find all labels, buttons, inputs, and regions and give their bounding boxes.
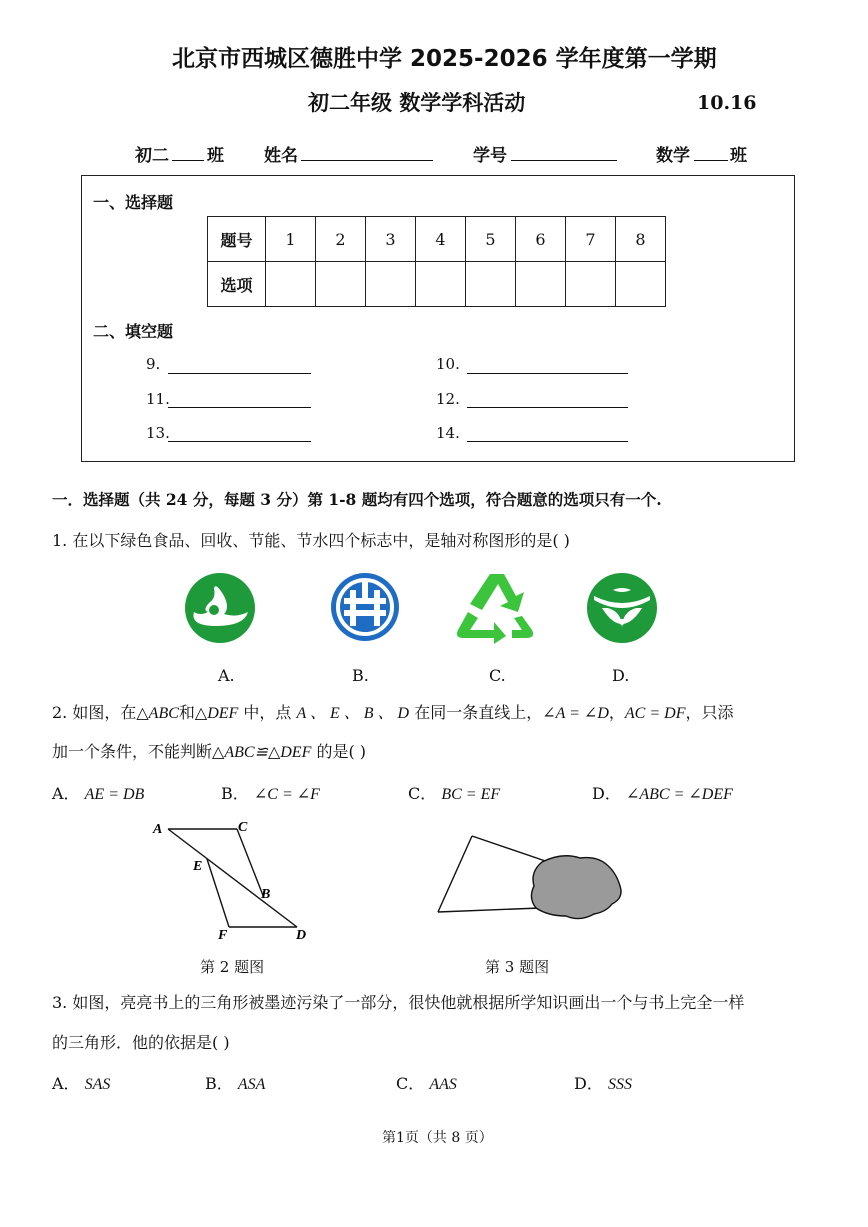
fill-answer-field[interactable] xyxy=(168,407,311,408)
answer-cell[interactable] xyxy=(416,262,466,307)
segment-ad xyxy=(168,829,297,927)
fill-section-title: 二、填空题 xyxy=(93,322,174,341)
option-header: 选项 xyxy=(208,262,266,307)
q1-option-d[interactable]: D. xyxy=(612,666,630,685)
triangle-side-left xyxy=(438,836,472,912)
class-suffix-label: 班 xyxy=(207,146,224,166)
q2-text: 和△ xyxy=(178,703,208,722)
page-subtitle: 初二年级 数学学科活动 xyxy=(308,91,526,115)
q3-figure xyxy=(430,830,630,926)
question-number: 1 xyxy=(266,217,316,262)
q2-condition-angle: ∠A = ∠D xyxy=(542,705,609,722)
fill-answer-field[interactable] xyxy=(168,441,311,442)
triangle-side-bottom xyxy=(438,908,540,912)
q2-points: A 、 E 、 B 、 D xyxy=(296,705,410,722)
q2-option-a[interactable]: A． AE = DB xyxy=(52,784,145,803)
q2-text: 2. 如图，在△ xyxy=(52,703,149,722)
answer-cell[interactable] xyxy=(366,262,416,307)
point-label-d: D xyxy=(296,928,307,943)
choice-section-title: 一、选择题 xyxy=(93,193,174,212)
fill-answer-field[interactable] xyxy=(467,441,628,442)
question-number: 6 xyxy=(516,217,566,262)
q2-option-d[interactable]: D． ∠ABC = ∠DEF xyxy=(592,784,733,803)
math-class-field[interactable] xyxy=(694,160,728,161)
fill-item-label: 9. xyxy=(146,355,161,373)
fill-item-label: 12. xyxy=(436,390,460,408)
fill-item-label: 14. xyxy=(436,424,460,442)
fill-answer-field[interactable] xyxy=(467,373,628,374)
q3-stem-line1: 3. 如图，亮亮书上的三角形被墨迹污染了一部分，很快他就根据所学知识画出一个与书上完全一样 xyxy=(52,993,745,1012)
name-label: 姓名 xyxy=(264,146,298,166)
q2-text: ， xyxy=(608,703,625,722)
energy-saving-logo-icon xyxy=(331,573,399,641)
q2-figure-caption: 第 2 题图 xyxy=(200,958,265,976)
q2-congruence: ABC≌△DEF xyxy=(224,744,312,761)
fill-item-label: 10. xyxy=(436,355,460,373)
question-number: 3 xyxy=(366,217,416,262)
q2-text: 的是( ) xyxy=(316,742,367,761)
q2-option-c[interactable]: C． BC = EF xyxy=(408,784,501,803)
answer-cell[interactable] xyxy=(466,262,516,307)
answer-cell[interactable] xyxy=(616,262,666,307)
fill-item-label: 11. xyxy=(146,390,170,408)
q1-option-b[interactable]: B. xyxy=(352,666,369,685)
water-drop-logo-icon xyxy=(185,573,255,643)
section1-heading: 一．选择题（共 24 分，每题 3 分）第 1-8 题均有四个选项，符合题意的选项只有一个. xyxy=(52,490,662,509)
page-footer: 第1页（共 8 页） xyxy=(382,1130,493,1146)
point-label-b: B xyxy=(261,887,271,902)
student-id-label: 学号 xyxy=(473,146,507,166)
point-label-a: A xyxy=(153,822,163,837)
class-prefix-label: 初二 xyxy=(135,146,169,166)
ink-stain xyxy=(531,856,621,919)
q1-option-c[interactable]: C. xyxy=(489,666,506,685)
q3-option-b[interactable]: B． ASA xyxy=(205,1074,266,1093)
page-title: 北京市西城区德胜中学 2025-2026 学年度第一学期 xyxy=(172,46,717,72)
q3-option-a[interactable]: A． SAS xyxy=(52,1074,111,1093)
answer-cell[interactable] xyxy=(316,262,366,307)
name-field[interactable] xyxy=(301,160,433,161)
green-food-logo-icon xyxy=(587,573,657,643)
q2-condition-side: AC = DF xyxy=(624,705,686,722)
point-label-c: C xyxy=(238,820,248,835)
question-number: 2 xyxy=(316,217,366,262)
segment-cb xyxy=(237,829,264,898)
q1-option-a[interactable]: A. xyxy=(218,666,235,685)
answer-cell[interactable] xyxy=(266,262,316,307)
answer-grid-row-options xyxy=(208,262,666,307)
q2-text: ，只添 xyxy=(685,703,734,722)
fill-item-label: 13. xyxy=(146,424,170,442)
question-number: 4 xyxy=(416,217,466,262)
math-class-label: 数学 xyxy=(656,146,690,166)
q2-text: 中，点 xyxy=(243,703,292,722)
fill-answer-field[interactable] xyxy=(168,373,311,374)
point-label-f: F xyxy=(218,928,228,943)
point-label-e: E xyxy=(193,859,203,874)
question-number-header: 题号 xyxy=(208,217,266,262)
segment-ef xyxy=(207,859,229,927)
q2-stem-line1 xyxy=(52,700,733,723)
answer-cell[interactable] xyxy=(516,262,566,307)
q2-figure xyxy=(140,818,320,946)
student-id-field[interactable] xyxy=(511,160,617,161)
q2-stem-line2 xyxy=(52,739,366,762)
q3-figure-caption: 第 3 题图 xyxy=(485,958,550,976)
q1-stem: 1. 在以下绿色食品、回收、节能、节水四个标志中，是轴对称图形的是( ) xyxy=(52,531,570,550)
answer-grid-row-numbers xyxy=(208,217,666,262)
question-number: 7 xyxy=(566,217,616,262)
question-number: 5 xyxy=(466,217,516,262)
exam-date: 10.16 xyxy=(697,92,757,114)
q2-text: 在同一条直线上， xyxy=(414,703,543,722)
q2-text: 加一个条件，不能判断△ xyxy=(52,742,225,761)
q3-option-d[interactable]: D． SSS xyxy=(574,1074,632,1093)
recycle-logo-icon xyxy=(457,574,533,644)
class-field[interactable] xyxy=(172,160,204,161)
q2-option-b[interactable]: B． ∠C = ∠F xyxy=(221,784,320,803)
q2-triangle-abc: ABC xyxy=(148,705,179,722)
q3-stem-line2: 的三角形．他的依据是( ) xyxy=(52,1033,230,1052)
q2-triangle-def: DEF xyxy=(207,705,239,722)
math-class-suffix: 班 xyxy=(730,146,747,166)
answer-cell[interactable] xyxy=(566,262,616,307)
q1-logos xyxy=(170,568,680,648)
answer-grid xyxy=(207,216,666,307)
fill-answer-field[interactable] xyxy=(467,407,628,408)
q3-option-c[interactable]: C． AAS xyxy=(396,1074,457,1093)
question-number: 8 xyxy=(616,217,666,262)
